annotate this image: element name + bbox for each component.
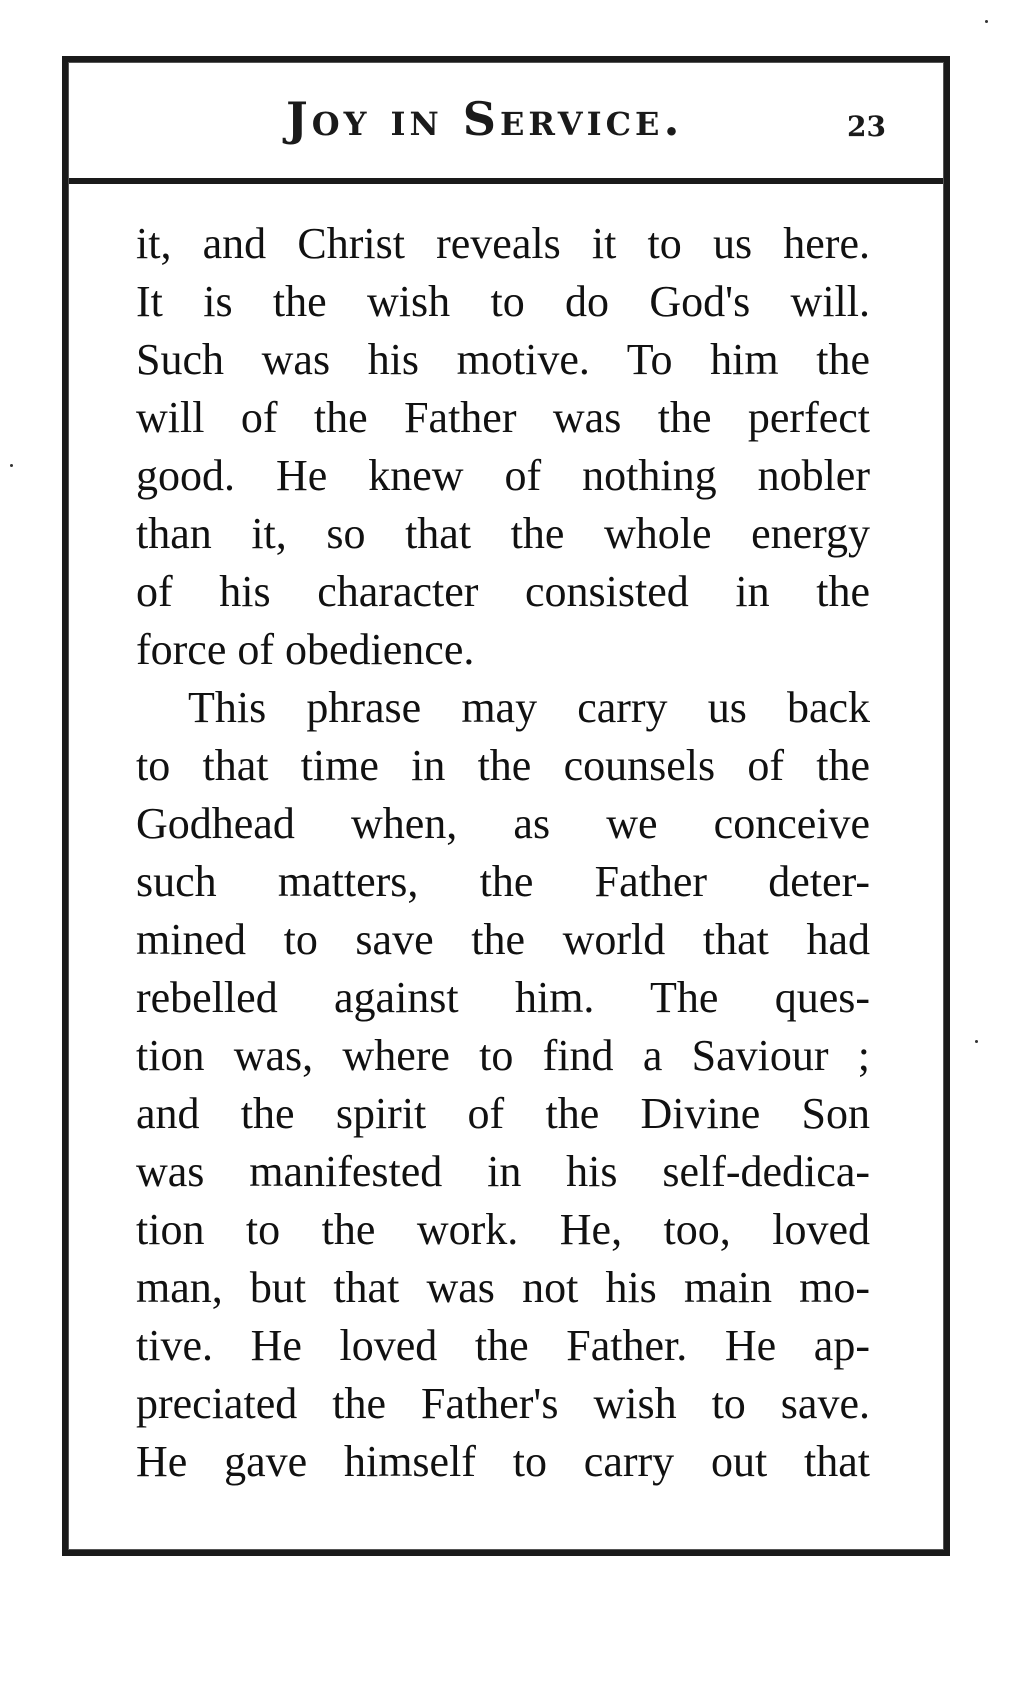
scan-speck [985, 20, 988, 23]
running-header [68, 62, 944, 184]
scan-speck [975, 1040, 978, 1043]
text-line: tion was, where to find a Saviour ; [136, 1031, 870, 1080]
text-line: preciated the Father's wish to save. [136, 1379, 870, 1428]
running-title: Joy in Service. [286, 92, 684, 146]
text-line: was manifested in his self-dedica- [136, 1147, 870, 1196]
text-line: Such was his motive. To him the [136, 335, 870, 384]
paragraph-1 [136, 215, 870, 679]
text-line: it, and Christ reveals it to us here. [136, 219, 870, 268]
text-line: This phrase may carry us back [188, 683, 870, 732]
text-line: rebelled against him. The ques- [136, 973, 870, 1022]
text-line: good. He knew of nothing nobler [136, 451, 870, 500]
body-text [136, 215, 870, 1491]
text-line: and the spirit of the Divine Son [136, 1089, 870, 1138]
text-line: It is the wish to do God's will. [136, 277, 870, 326]
text-line: man, but that was not his main mo- [136, 1263, 870, 1312]
page-number: 23 [847, 110, 886, 143]
text-line: than it, so that the whole energy [136, 509, 870, 558]
text-line: tion to the work. He, too, loved [136, 1205, 870, 1254]
text-line: will of the Father was the perfect [136, 393, 870, 442]
text-line: of his character consisted in the [136, 567, 870, 616]
text-line: Godhead when, as we conceive [136, 799, 870, 848]
text-line: mined to save the world that had [136, 915, 870, 964]
page-border [62, 56, 950, 1556]
text-line: to that time in the counsels of the [136, 741, 870, 790]
text-line: force of obedience. [136, 625, 475, 674]
text-line: He gave himself to carry out that [136, 1437, 870, 1486]
scan-speck [10, 464, 13, 467]
text-line: such matters, the Father deter- [136, 857, 870, 906]
paragraph-2 [136, 679, 870, 1491]
text-line: tive. He loved the Father. He ap- [136, 1321, 870, 1370]
